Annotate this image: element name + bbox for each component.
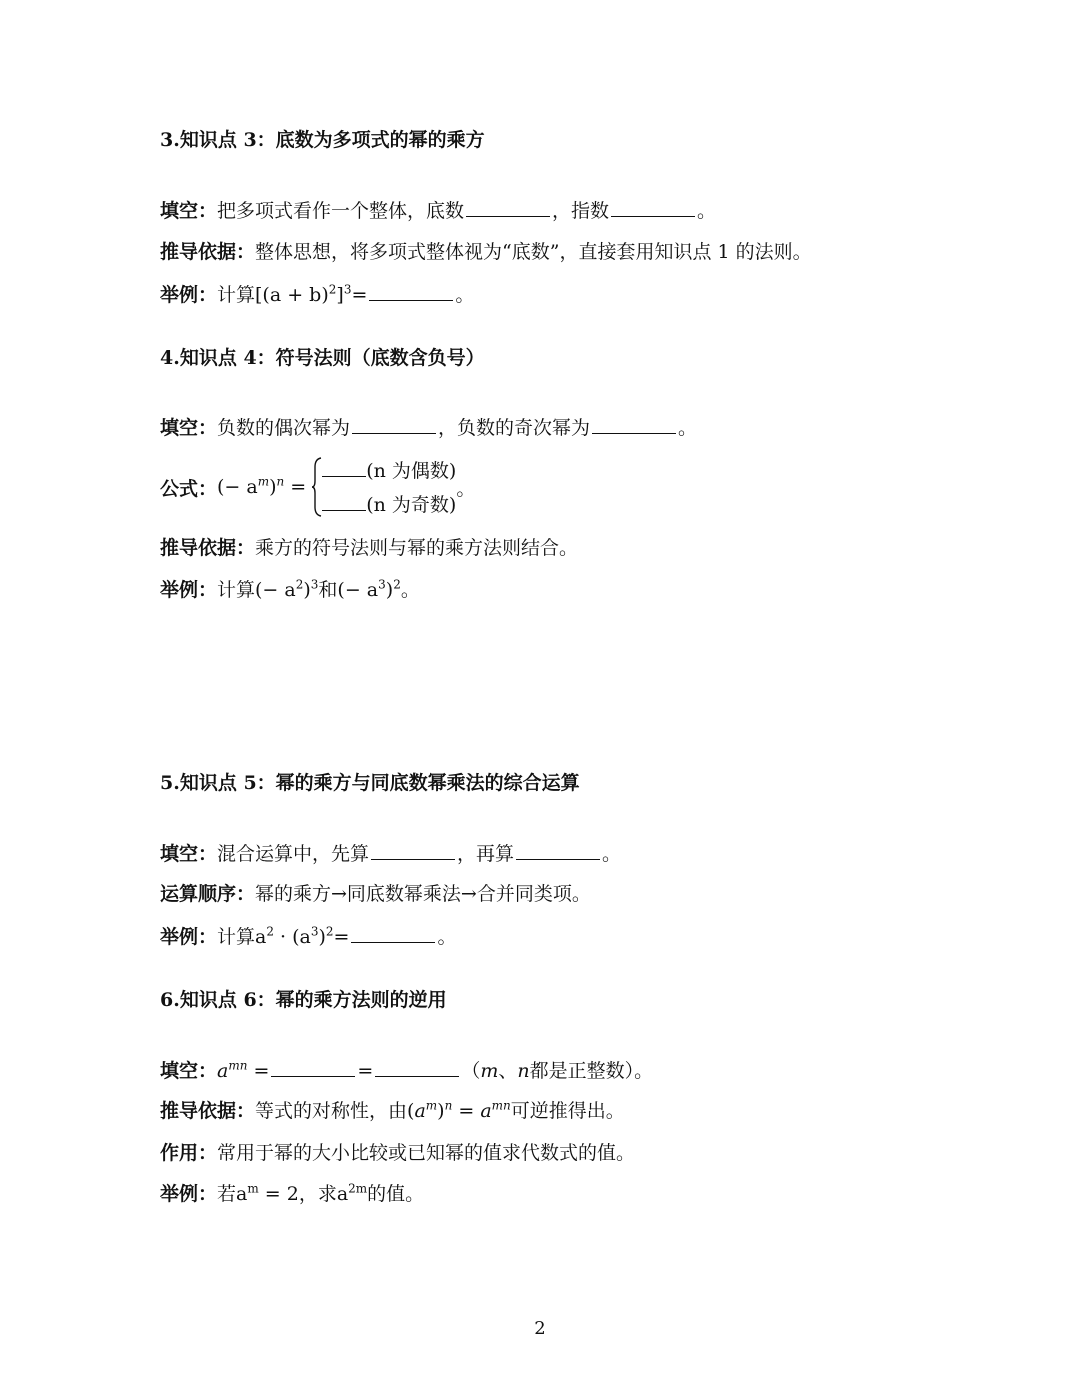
- section4-example-line: [160, 578, 420, 602]
- example-end: 。: [455, 284, 475, 306]
- answer-blank[interactable]: [611, 198, 695, 217]
- section5-example-line: [160, 924, 456, 949]
- fill-label: 填空：: [160, 417, 218, 439]
- example-label: 举例：: [160, 284, 218, 306]
- answer-blank[interactable]: [592, 415, 676, 434]
- section5-fill-line: [160, 841, 621, 866]
- formula-end: 。: [456, 477, 476, 500]
- section6-fill-line: [160, 1058, 653, 1083]
- fill-label: 填空：: [160, 200, 218, 222]
- example-label: 举例：: [160, 926, 218, 948]
- fill-end: 。: [697, 200, 717, 222]
- case-odd: (n 为奇数): [322, 490, 456, 518]
- example-math: 计算$[(a + b)^2]^3=$: [217, 282, 368, 306]
- answer-blank[interactable]: [516, 841, 600, 860]
- example-end: 。: [437, 926, 457, 948]
- left-brace-icon: [312, 457, 322, 517]
- fill-text: ，负数的奇次幂为: [438, 417, 591, 439]
- example-label: 举例：: [160, 579, 218, 601]
- section3-heading: 3.知识点 3：底数为多项式的幂的乘方: [160, 129, 485, 151]
- basis-label: 推导依据：: [160, 537, 256, 559]
- fill-text: 把多项式看作一个整体，底数: [217, 200, 465, 222]
- section4-basis-line: [160, 536, 578, 560]
- example-math: 若$a^m = 2$，求$a^{2m}$的值。: [217, 1181, 425, 1205]
- order-label: 运算顺序：: [160, 883, 256, 905]
- example-label: 举例：: [160, 1183, 218, 1205]
- answer-blank[interactable]: [322, 494, 366, 511]
- formula-lhs: (− $a^m)^n$ =: [217, 474, 307, 498]
- fill-end: 。: [678, 417, 698, 439]
- section4-fill-line: [160, 415, 697, 440]
- basis-text: 整体思想，将多项式整体视为“底数”，直接套用知识点 1 的法则。: [255, 241, 812, 263]
- answer-blank[interactable]: [371, 841, 455, 860]
- use-label: 作用：: [160, 1142, 218, 1164]
- basis-text: 乘方的符号法则与幂的乘方法则结合。: [255, 537, 579, 559]
- use-text: 常用于幂的大小比较或已知幂的值求代数式的值。: [217, 1142, 636, 1164]
- example-math: 计算(− $a^2)^3$和(− $a^3)^2$。: [217, 577, 420, 601]
- section6-use-line: [160, 1141, 635, 1165]
- basis-label: 推导依据：: [160, 241, 256, 263]
- section5-heading: 5.知识点 5：幂的乘方与同底数幂乘法的综合运算: [160, 772, 580, 794]
- section5-order-line: [160, 882, 591, 906]
- fill-text: 负数的偶次幂为: [217, 417, 351, 439]
- fill-text: ，指数: [552, 200, 610, 222]
- fill-text: ，再算: [457, 843, 515, 865]
- section4-formula: [160, 455, 475, 519]
- example-math: 计算$a^2 \cdot (a^3)^2=$: [217, 924, 350, 948]
- piecewise-cases: [312, 456, 475, 518]
- answer-blank[interactable]: [375, 1058, 459, 1077]
- formula-label: 公式：: [160, 477, 218, 500]
- fill-end: 。: [602, 843, 622, 865]
- fill-text: 混合运算中，先算: [217, 843, 370, 865]
- section4-heading: 4.知识点 4：符号法则（底数含负号）: [160, 347, 485, 369]
- section6-heading: 6.知识点 6：幂的乘方法则的逆用: [160, 989, 447, 1011]
- fill-label: 填空：: [160, 1060, 218, 1082]
- fill-math: $a^{mn}$ =: [217, 1058, 270, 1082]
- basis-text: 等式的对称性，由$(a^m)^n = a^{mn}$可逆推得出。: [255, 1098, 625, 1122]
- section3-fill-line: [160, 198, 716, 223]
- section6-basis-line: [160, 1099, 625, 1123]
- answer-blank[interactable]: [351, 924, 435, 943]
- basis-label: 推导依据：: [160, 1100, 256, 1122]
- section3-example-line: [160, 282, 474, 307]
- answer-blank[interactable]: [466, 198, 550, 217]
- answer-blank[interactable]: [352, 415, 436, 434]
- answer-blank[interactable]: [369, 282, 453, 301]
- equals-sign: =: [357, 1060, 374, 1082]
- answer-blank[interactable]: [271, 1058, 355, 1077]
- fill-tail: （m、n都是正整数）。: [461, 1060, 654, 1082]
- order-text: 幂的乘方→同底数幂乘法→合并同类项。: [255, 883, 591, 905]
- answer-blank[interactable]: [322, 460, 366, 477]
- case-even: (n 为偶数): [322, 456, 456, 484]
- section6-example-line: [160, 1182, 424, 1206]
- page-number: 2: [534, 1318, 546, 1339]
- section3-basis-line: [160, 240, 812, 264]
- fill-label: 填空：: [160, 843, 218, 865]
